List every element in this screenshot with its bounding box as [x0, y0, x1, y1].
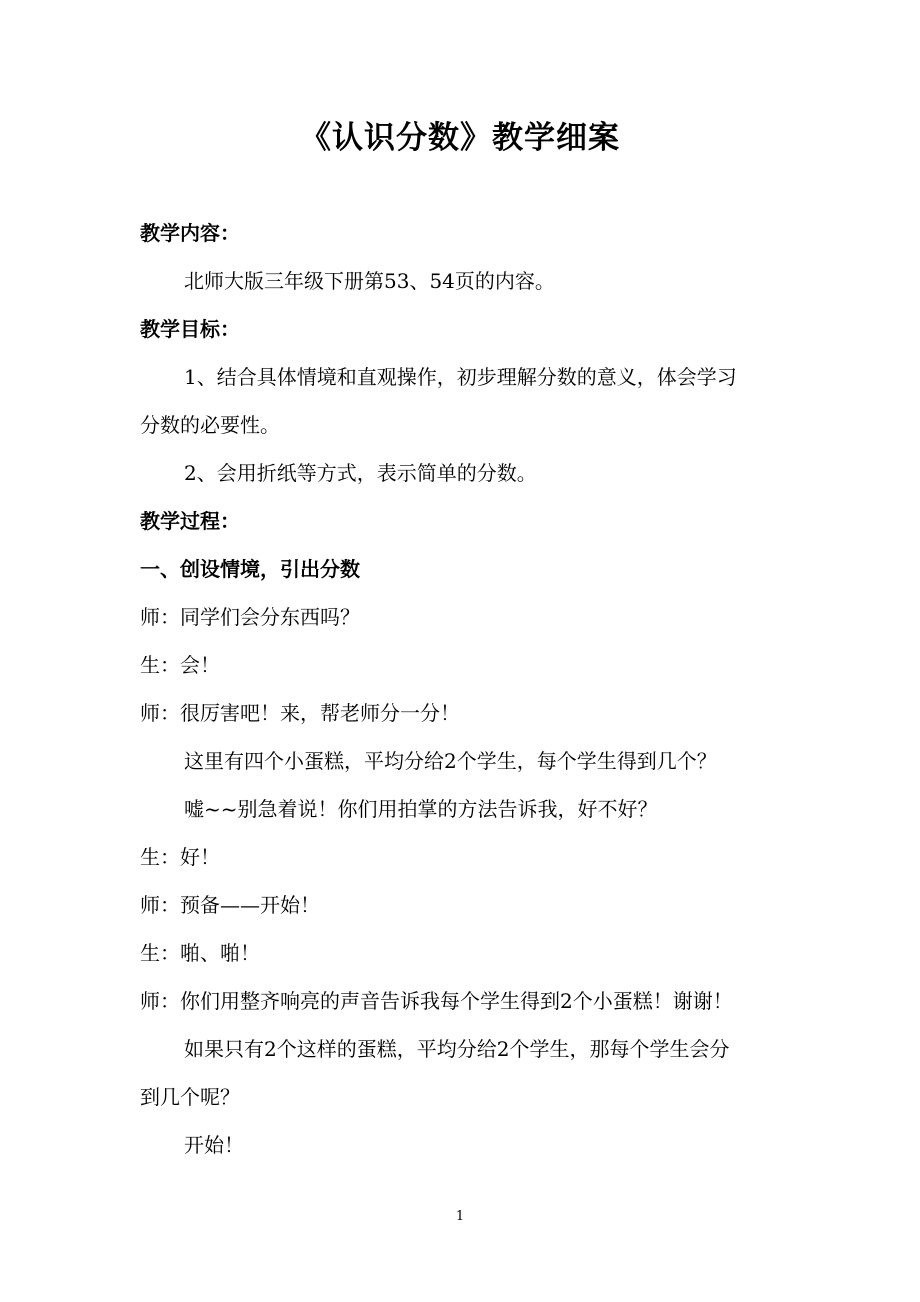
- dialogue-line-2: 生：会！: [140, 653, 220, 677]
- dialogue-line-4: 这里有四个小蛋糕，平均分给2个学生，每个学生得到几个？: [184, 749, 717, 773]
- section-heading-teaching-goals: 教学目标：: [140, 317, 240, 341]
- paragraph-teaching-content: 北师大版三年级下册第53、54页的内容。: [184, 269, 555, 293]
- section-heading-teaching-process: 教学过程：: [140, 509, 240, 533]
- dialogue-line-8: 生：啪、啪！: [140, 941, 260, 965]
- paragraph-goal-1-line-2: 分数的必要性。: [140, 413, 280, 437]
- document-title: 《认识分数》教学细案: [300, 120, 620, 156]
- dialogue-line-10: 如果只有2个这样的蛋糕，平均分给2个学生，那每个学生会分: [184, 1037, 730, 1061]
- paragraph-goal-1-line-1: 1、结合具体情境和直观操作，初步理解分数的意义，体会学习: [184, 365, 737, 389]
- dialogue-line-3: 师：很厉害吧！来，帮老师分一分！: [140, 701, 460, 725]
- dialogue-line-1: 师：同学们会分东西吗？: [140, 605, 360, 629]
- section-heading-teaching-content: 教学内容：: [140, 221, 240, 245]
- subsection-heading-create-situation: 一、创设情境，引出分数: [140, 557, 360, 581]
- page-number: 1: [455, 1209, 465, 1224]
- dialogue-line-11: 到几个呢？: [140, 1085, 240, 1109]
- paragraph-goal-2: 2、会用折纸等方式，表示简单的分数。: [184, 461, 537, 485]
- dialogue-line-6: 生：好！: [140, 845, 220, 869]
- dialogue-line-5: 嘘~~别急着说！你们用拍掌的方法告诉我，好不好？: [184, 797, 658, 821]
- dialogue-line-12: 开始！: [184, 1133, 244, 1157]
- dialogue-line-7: 师：预备——开始！: [140, 893, 320, 917]
- dialogue-line-9: 师：你们用整齐响亮的声音告诉我每个学生得到2个小蛋糕！谢谢！: [140, 989, 733, 1013]
